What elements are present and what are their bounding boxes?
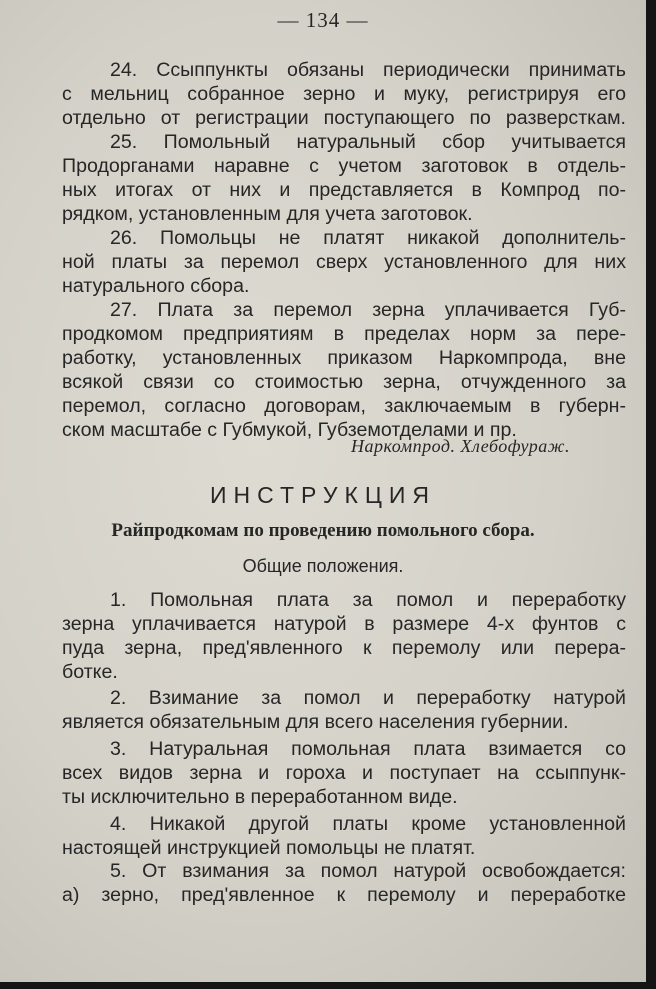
instruction-subtitle: Райпродкомам по проведению помольного сбора. — [111, 520, 535, 541]
paragraph-24-line-2: с мельниц собранное зерно и муку, регистрируя его — [62, 83, 626, 105]
item-3-line-2: всех видов зерна и гороха и поступает на ссыппунк- — [62, 762, 626, 784]
item-1-line-1: 1. Помольная плата за помол и переработку — [110, 589, 626, 611]
paragraph-27-line-2: продкомом предприятиям в пределах норм за пере- — [62, 323, 626, 345]
page-edge-shadow-right — [646, 0, 656, 989]
item-1-line-3: пуда зерна, пред'явленного к перемолу или перера- — [62, 637, 626, 659]
signature: Наркомпрод. Хлебофураж. — [351, 436, 570, 456]
paragraph-25-line-4: рядком, установленным для учета заготовок. — [62, 203, 473, 225]
item-3-line-3: ты исключительно в переработанном виде. — [62, 786, 458, 808]
paragraph-27-line-3: работку, установленных приказом Наркомпрода, вне — [62, 347, 626, 369]
paragraph-27-line-4: всякой связи со стоимостью зерна, отчужденного за — [62, 371, 626, 393]
paragraph-27-line-1: 27. Плата за перемол зерна уплачивается Губ- — [110, 299, 626, 321]
paragraph-26-line-2: ной платы за перемол сверх установленного для них — [62, 251, 626, 273]
paragraph-25-line-3: ных итогах от них и представляется в Компрод по- — [62, 179, 626, 201]
item-5-line-1: 5. От взимания за помол натурой освобождается: — [110, 860, 626, 882]
item-1-line-2: зерна уплачивается натурой в размере 4-х фунтов с — [62, 613, 626, 635]
section-heading: Общие положения. — [242, 556, 404, 576]
paragraph-24-line-1: 24. Ссыппункты обязаны периодически принимать — [110, 59, 626, 81]
paragraph-27-line-5: перемол, согласно договорам, заключаемым в губерн- — [62, 395, 626, 417]
page-number: — 134 — — [277, 8, 369, 32]
item-5-line-2: а) зерно, пред'явленное к перемолу и переработке — [62, 884, 626, 906]
paragraph-26-line-3: натурального сбора. — [62, 275, 250, 297]
paragraph-27-line-6: ском масштабе с Губмукой, Губземотделами и пр. — [62, 419, 517, 441]
item-2-line-2: является обязательным для всего населения губернии. — [62, 711, 569, 733]
item-3-line-1: 3. Натуральная помольная плата взимается со — [110, 738, 626, 760]
item-1-line-4: ботке. — [62, 661, 118, 683]
item-2-line-1: 2. Взимание за помол и переработку натурой — [110, 687, 626, 709]
paragraph-25-line-2: Продорганами наравне с учетом заготовок в отдель- — [62, 155, 626, 177]
item-4-line-2: настоящей инструкцией помольцы не платят. — [62, 837, 476, 859]
instruction-title: ИНСТРУКЦИЯ — [209, 482, 437, 508]
page-edge-shadow-bottom — [0, 982, 656, 989]
item-4-line-1: 4. Никакой другой платы кроме установленной — [110, 813, 626, 835]
paragraph-24-line-3: отдельно от регистрации поступающего по разверсткам. — [62, 107, 626, 129]
paragraph-25-line-1: 25. Помольный натуральный сбор учитывается — [110, 131, 626, 153]
paragraph-26-line-1: 26. Помольцы не платят никакой дополнитель- — [110, 227, 626, 249]
